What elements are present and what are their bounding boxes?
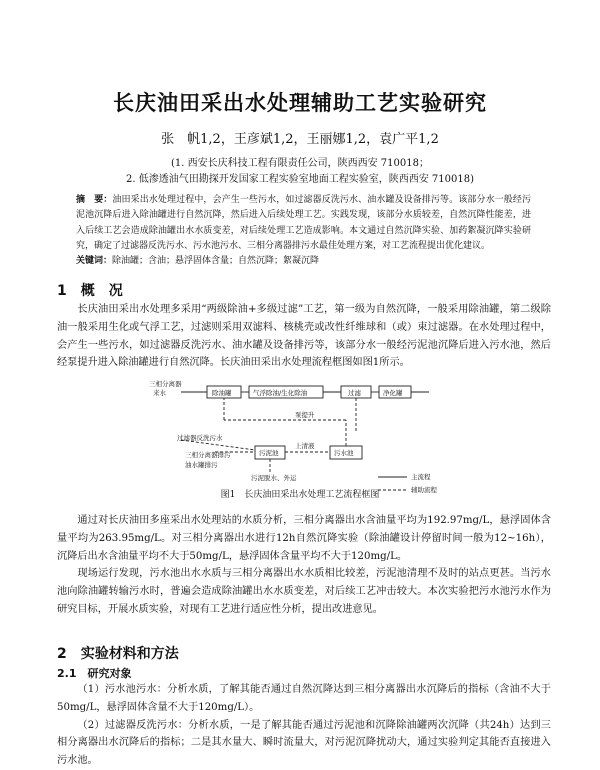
filter-label: 过滤 bbox=[348, 389, 361, 397]
pump-label: 泵提升 bbox=[295, 411, 315, 419]
section-2-heading: 2 实验材料和方法 bbox=[57, 646, 179, 662]
after-figure-body bbox=[57, 512, 551, 619]
source-label: 三相分离器 bbox=[149, 380, 182, 388]
source2-label: 来水 bbox=[153, 389, 166, 397]
legend-main-label: 主流程 bbox=[411, 473, 431, 481]
tank-drain-label: 油水罐排污 bbox=[185, 461, 218, 469]
sludge-label: 污泥池 bbox=[259, 449, 279, 457]
bio-label: 气浮除油/生化除油 bbox=[253, 389, 308, 397]
figure-caption: 图1 长庆油田采出水处理工艺流程框图 bbox=[220, 490, 380, 500]
author-list: 张 帆1,2，王彦斌1,2，王丽娜1,2，袁广平1,2 bbox=[161, 132, 439, 147]
abstract-text: 油田采出水处理过程中，会产生一些污水，如过滤器反洗污水、油水罐及设备排污等。该部分水一般经污泥池沉降后进入除油罐进行自然沉降，然后进入后续处理工艺。实践发现，该部分水质较差，自然沉降性能差，进入后续工艺会造成除油罐出水水质变差，对后续处理工艺造成影响。本文通过自然沉降实验、加药絮凝沉降实验研究，确定了过滤器反洗污水、污水池污水、三相分离器排污水最佳处理方案，对工艺流程提出优化建议。 bbox=[76, 195, 531, 251]
clean-label: 净化罐 bbox=[383, 389, 403, 397]
abstract-label: 摘 要： bbox=[76, 195, 113, 205]
section-1-body bbox=[57, 301, 551, 372]
tank-label: 除油罐 bbox=[212, 389, 232, 397]
paragraph: 通过对长庆油田多座采出水处理站的水质分析，三相分离器出水含油量平均为192.97mg/L，悬浮固体含量平均为263.95mg/L。对三相分离器出水进行12h自然沉降实验（除油罐设计停留时间一般为12~16h），沉降后出水含油量平均不大于50mg/L，悬浮固体含量平均不大于120mg/L。 bbox=[57, 515, 551, 562]
section-2-body bbox=[57, 681, 551, 770]
paragraph: （2）过滤器反洗污水：分析水质，一是了解其能否通过污泥池和沉降除油罐两次沉降（共24h）达到三相分离器出水沉降后的指标；二是其水量大、瞬时流量大，对污泥沉降扰动大，通过实验判定其能否直接进入污水池。 bbox=[57, 719, 551, 767]
legend-sub-label: 辅助流程 bbox=[411, 486, 437, 494]
paragraph: （1）污水池污水：分析水质，了解其能否通过自然沉降达到三相分离器出水沉降后的指标（含油不大于50mg/L，悬浮固体含量不大于120mg/L）。 bbox=[57, 684, 551, 713]
paragraph: 长庆油田采出水处理多采用“两级除油+多级过滤”工艺，第一级为自然沉降，一般采用除油罐，第二级除油一般采用生化或气浮工艺，过滤则采用双滤料、核桃壳或改性纤维球和（或）束过滤器。在水处理过程中，会产生一些污水，如过滤器反洗污水、油水罐及设备排污等，该部分水一般经污泥池沉降后进入污水池，然后经泵提升进入除油罐进行自然沉降。长庆油田采出水处理流程框图如图1所示。 bbox=[57, 304, 551, 369]
paper-title: 长庆油田采出水处理辅助工艺实验研究 bbox=[113, 91, 487, 115]
keywords-text: 除油罐；含油；悬浮固体含量；自然沉降；絮凝沉降 bbox=[112, 256, 320, 267]
overflow-label: 上清液 bbox=[295, 442, 315, 450]
subsection-2-1-heading: 2.1 研究对象 bbox=[57, 667, 132, 680]
process-flow-diagram bbox=[145, 380, 465, 498]
paragraph: 现场运行发现，污水池出水水质与三相分离器出水水质相比较差，污泥池清理不及时的站点更甚。当污水池向除油罐转输污水时，普遍会造成除油罐出水水质变差，对后续工艺冲击较大。本次实验把污水池污水作为研究目标，开展水质实验，对现有工艺进行适应性分析，提出改进意见。 bbox=[57, 568, 551, 615]
affiliation-2: 2. 低渗透油气田勘探开发国家工程实验室地面工程实验室，陕西西安 710018) bbox=[126, 174, 474, 185]
section-1-heading: 1 概 况 bbox=[57, 283, 123, 299]
sep-drain-label: 三相分离器排污 bbox=[185, 451, 231, 459]
keywords-label: 关键词： bbox=[76, 256, 113, 267]
abstract bbox=[76, 193, 531, 269]
sludge-out-label: 污泥脱水、外运 bbox=[251, 474, 297, 482]
sewage-label: 污水池 bbox=[334, 449, 354, 457]
affiliation-1: (1. 西安长庆科技工程有限责任公司，陕西西安 710018； bbox=[171, 158, 429, 169]
backwash-label: 过滤器反洗污水 bbox=[177, 434, 223, 442]
